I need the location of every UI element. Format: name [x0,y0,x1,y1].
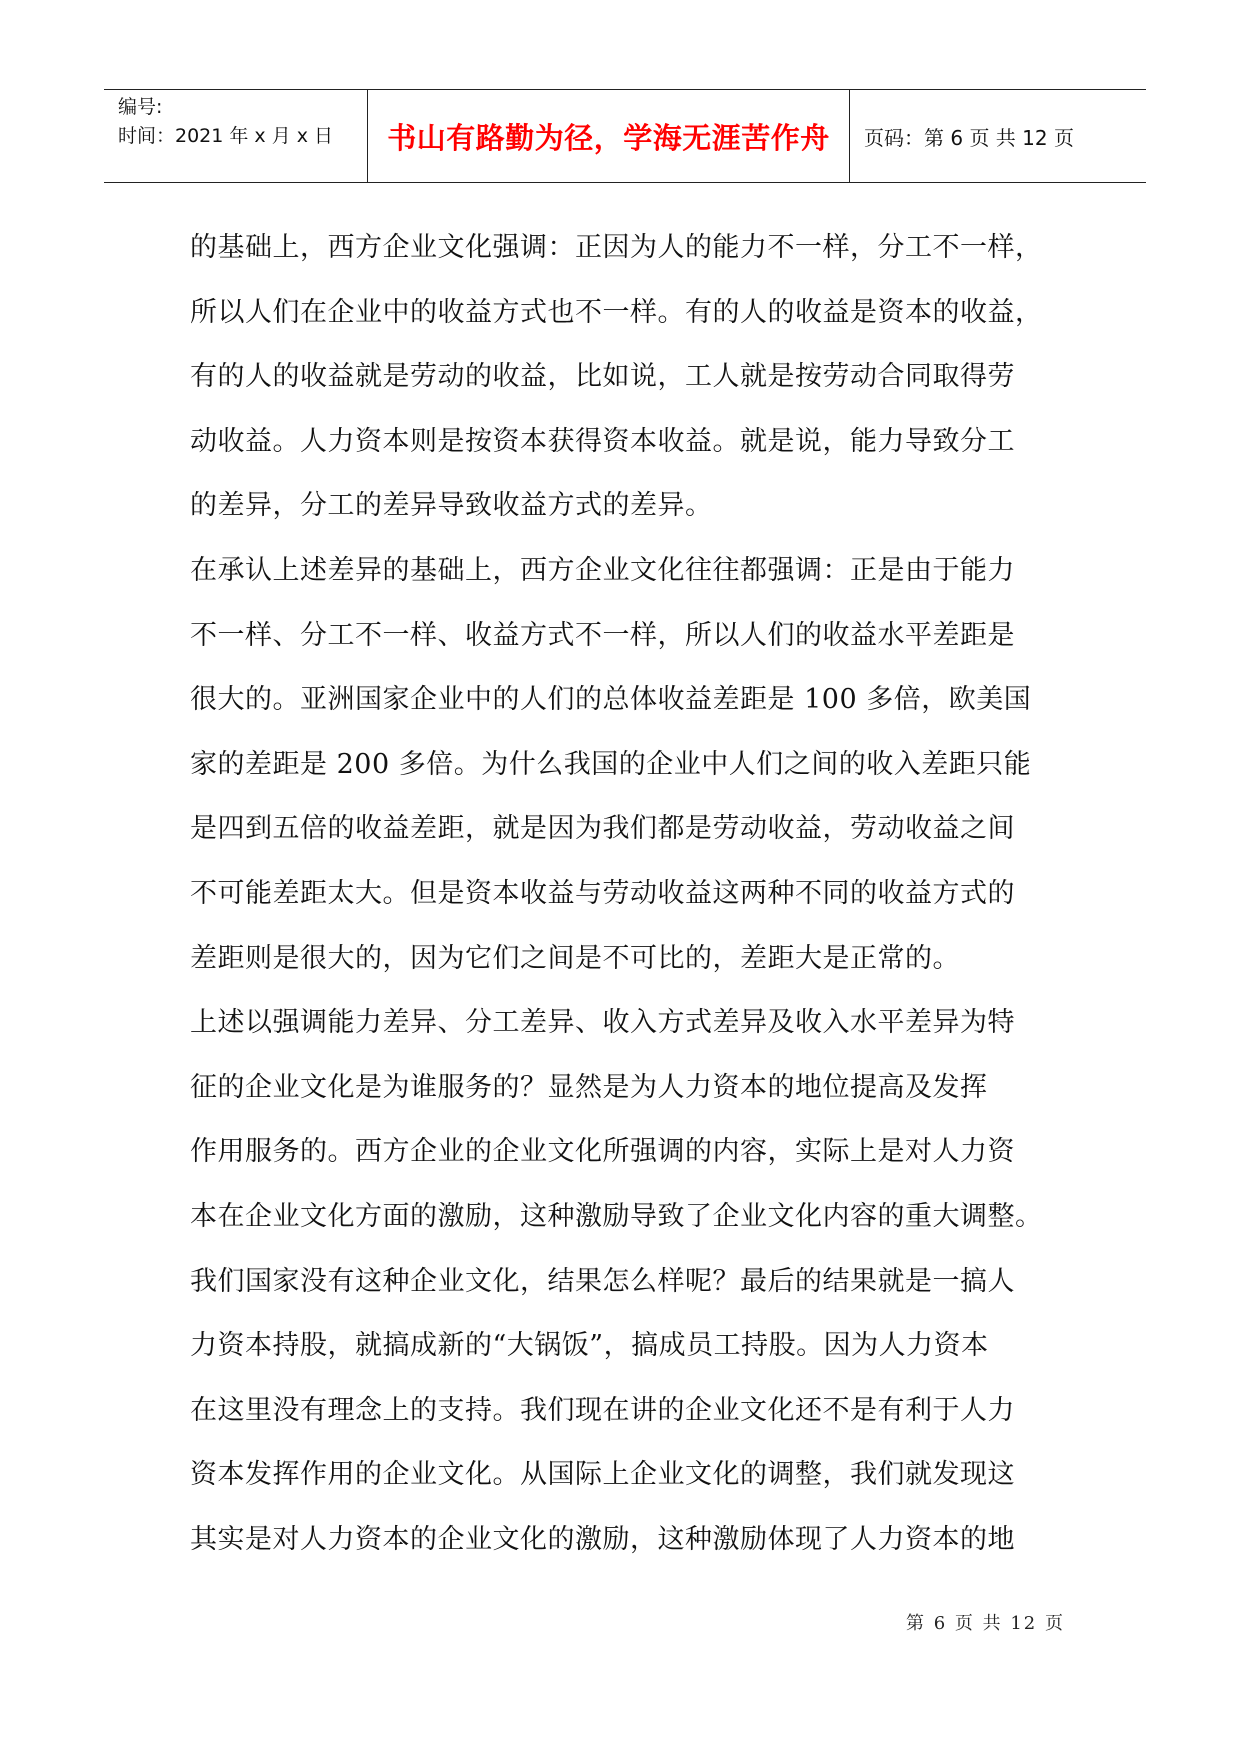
text-line: 有的人的收益就是劳动的收益，比如说，工人就是按劳动合同取得劳 [190,361,1015,393]
header-motto-cell [368,90,850,182]
body-text [190,216,1070,1572]
page-header [104,89,1146,183]
text-line: 其实是对人力资本的企业文化的激励，这种激励体现了人力资本的地 [190,1523,1015,1555]
text-line: 的差异，分工的差异导致收益方式的差异。 [190,490,713,522]
document-time-label: 时间：2021 年 x 月 x 日 [118,125,334,147]
text-line: 家的差距是 200 多倍。为什么我国的企业中人们之间的收入差距只能 [190,748,1032,780]
header-motto: 书山有路勤为径，学海无涯苦作舟 [387,120,830,155]
text-line: 作用服务的。西方企业的企业文化所强调的内容，实际上是对人力资 [190,1136,1015,1168]
text-line: 不可能差距太大。但是资本收益与劳动收益这两种不同的收益方式的 [190,877,1015,909]
text-line: 在这里没有理念上的支持。我们现在讲的企业文化还不是有利于人力 [190,1394,1015,1426]
text-line: 差距则是很大的，因为它们之间是不可比的，差距大是正常的。 [190,942,960,974]
text-line: 上述以强调能力差异、分工差异、收入方式差异及收入水平差异为特 [190,1007,1015,1039]
text-line: 的基础上，西方企业文化强调：正因为人的能力不一样，分工不一样， [190,232,1043,263]
header-page-info-cell [850,90,1146,182]
text-line: 征的企业文化是为谁服务的？显然是为人力资本的地位提高及发挥 [190,1071,988,1103]
text-line: 力资本持股，就搞成新的“大锅饭”，搞成员工持股。因为人力资本 [190,1330,989,1362]
text-line: 很大的。亚洲国家企业中的人们的总体收益差距是 100 多倍，欧美国 [190,684,1032,716]
header-page-info: 页码：第 6 页 共 12 页 [864,125,1074,150]
text-line: 我们国家没有这种企业文化，结果怎么样呢？最后的结果就是一搞人 [190,1265,1015,1297]
text-line: 在承认上述差异的基础上，西方企业文化往往都强调：正是由于能力 [190,554,1015,586]
page-footer: 第 6 页 共 12 页 [906,1613,1065,1634]
document-number-label: 编号: [118,96,163,118]
text-line: 本在企业文化方面的激励，这种激励导致了企业文化内容的重大调整。 [190,1200,1043,1232]
text-line: 资本发挥作用的企业文化。从国际上企业文化的调整，我们就发现这 [190,1459,1015,1491]
header-meta [104,90,368,182]
text-line: 动收益。人力资本则是按资本获得资本收益。就是说，能力导致分工 [190,425,1015,457]
text-line: 是四到五倍的收益差距，就是因为我们都是劳动收益，劳动收益之间 [190,813,1015,845]
text-line: 不一样、分工不一样、收益方式不一样，所以人们的收益水平差距是 [190,619,1015,651]
text-line: 所以人们在企业中的收益方式也不一样。有的人的收益是资本的收益， [190,296,1043,328]
